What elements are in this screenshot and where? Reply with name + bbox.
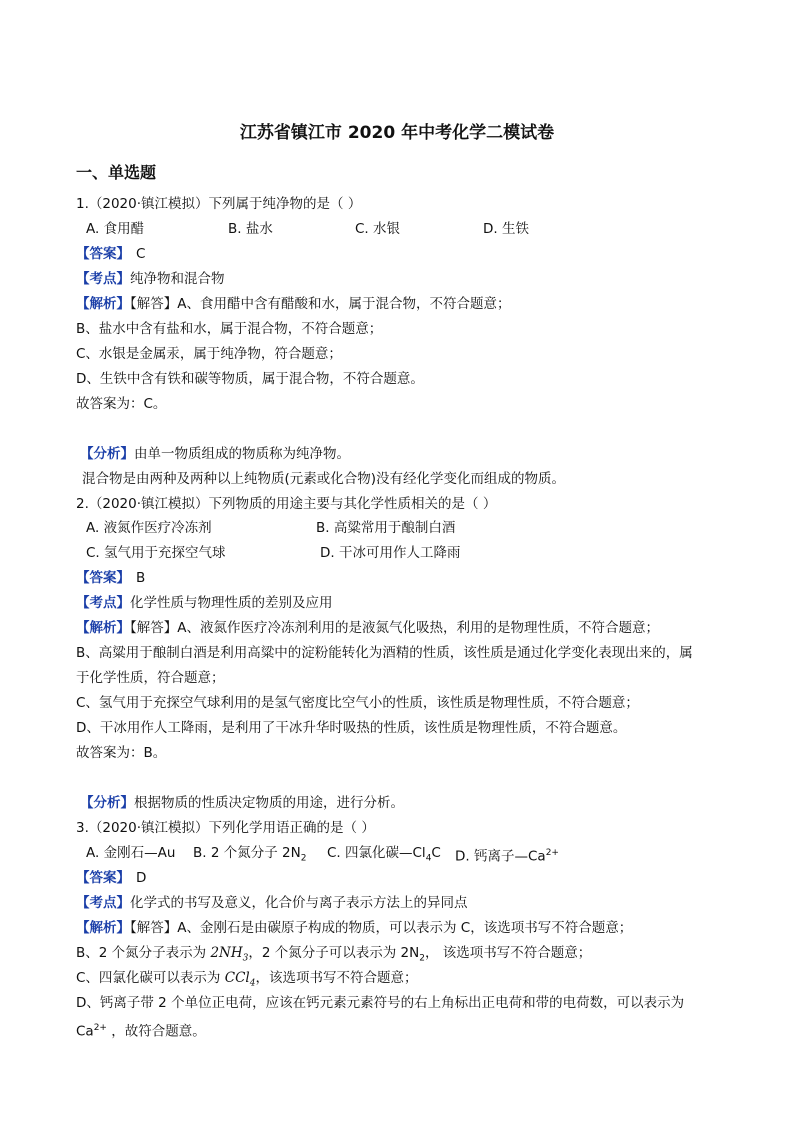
subscript: 3 bbox=[242, 953, 249, 964]
jiexi-text: 【解答】A、液氮作医疗冷冻剂利用的是液氮气化吸热，利用的是物理性质，不符合题意； bbox=[130, 620, 659, 636]
q1-jiexi-line: D、生铁中含有铁和碳等物质，属于混合物，不符合题意。 bbox=[76, 371, 424, 387]
q3-option-a: A. 金刚石—Au bbox=[86, 845, 176, 861]
text: ，故符合题意。 bbox=[106, 1023, 206, 1040]
kaodian-text: 纯净物和混合物 bbox=[130, 271, 225, 287]
q1-jiexi-line: 故答案为：C。 bbox=[76, 396, 167, 412]
q2-jiexi-line: D、干冰用作人工降雨，是利用了干冰升华时吸热的性质，该性质是物理性质，不符合题意。 bbox=[76, 720, 627, 736]
q1-kaodian bbox=[76, 269, 225, 289]
jiexi-text: 【解答】A、食用醋中含有醋酸和水，属于混合物，不符合题意； bbox=[130, 296, 511, 312]
answer-value: C bbox=[136, 246, 146, 262]
q3-option-b bbox=[193, 843, 306, 869]
q2-stem: 2.（2020·镇江模拟）下列物质的用途主要与其化学性质相关的是（ ） bbox=[76, 496, 497, 512]
subscript: 4 bbox=[249, 978, 256, 989]
answer-tag: 【答案】 bbox=[76, 570, 130, 586]
formula bbox=[224, 970, 256, 989]
q3-option-d-text: D. 钙离子—Ca bbox=[455, 848, 546, 865]
subscript: 2 bbox=[419, 953, 425, 964]
jiexi-tag: 【解析】 bbox=[76, 296, 130, 312]
q1-option-d: D. 生铁 bbox=[483, 221, 529, 237]
q2-jiexi bbox=[76, 618, 659, 638]
answer-tag: 【答案】 bbox=[76, 246, 130, 262]
subscript: 4 bbox=[425, 853, 432, 864]
q2-option-a: A. 液氮作医疗冷冻剂 bbox=[86, 520, 212, 536]
q3-option-c-tail: C bbox=[431, 845, 441, 861]
jiexi-tag: 【解析】 bbox=[76, 920, 130, 936]
q3-option-c bbox=[327, 843, 441, 869]
q2-option-d: D. 干冰可用作人工降雨 bbox=[320, 545, 461, 561]
subscript: 2 bbox=[300, 853, 307, 864]
fenxi-tag: 【分析】 bbox=[80, 446, 134, 462]
formula-text: CCl bbox=[224, 970, 250, 986]
q3-option-d bbox=[455, 843, 559, 867]
kaodian-text: 化学式的书写及意义，化合价与离子表示方法上的异同点 bbox=[130, 895, 468, 911]
q1-stem: 1.（2020·镇江模拟）下列属于纯净物的是（ ） bbox=[76, 196, 362, 212]
q2-jiexi-line: 于化学性质，符合题意； bbox=[76, 670, 225, 686]
q1-jiexi-line: B、盐水中含有盐和水，属于混合物，不符合题意； bbox=[76, 321, 383, 337]
text: C、四氯化碳可以表示为 bbox=[76, 970, 221, 986]
answer-value: B bbox=[136, 570, 146, 586]
formula bbox=[210, 945, 249, 964]
q3-stem: 3.（2020·镇江模拟）下列化学用语正确的是（ ） bbox=[76, 820, 375, 836]
q3-option-c-text: C. 四氯化碳—Cl bbox=[327, 845, 426, 861]
fenxi-text: 由单一物质组成的物质称为纯净物。 bbox=[134, 446, 350, 462]
q3-jiexi-line-c bbox=[76, 968, 417, 994]
section-heading: 一、单选题 bbox=[76, 163, 157, 182]
q3-jiexi-line-d: D、钙离子带 2 个单位正电荷，应该在钙元素元素符号的右上角标出正电荷和带的电荷数，可以表示为 bbox=[76, 995, 685, 1011]
superscript: 2+ bbox=[545, 848, 559, 858]
fenxi-text: 根据物质的性质决定物质的用途，进行分析。 bbox=[134, 795, 404, 811]
q2-jiexi-line: 故答案为：B。 bbox=[76, 745, 167, 761]
kaodian-tag: 【考点】 bbox=[76, 595, 130, 611]
fenxi-tag: 【分析】 bbox=[80, 795, 134, 811]
kaodian-tag: 【考点】 bbox=[76, 271, 130, 287]
q3-jiexi-line-d2 bbox=[76, 1018, 206, 1042]
jiexi-text: 【解答】A、金刚石是由碳原子构成的物质，可以表示为 C，该选项书写不符合题意； bbox=[130, 920, 633, 936]
formula-text: 2NH bbox=[210, 945, 243, 961]
jiexi-tag: 【解析】 bbox=[76, 620, 130, 636]
page-title: 江苏省镇江市 2020 年中考化学二模试卷 bbox=[239, 123, 555, 143]
text: ， 该选项书写不符合题意； bbox=[424, 945, 592, 961]
text: Ca bbox=[76, 1023, 94, 1040]
q2-fenxi bbox=[80, 793, 404, 813]
q1-fenxi bbox=[80, 444, 350, 464]
q1-answer bbox=[76, 244, 145, 264]
q1-jiexi-line: C、水银是金属汞，属于纯净物，符合题意； bbox=[76, 346, 342, 362]
q2-option-c: C. 氢气用于充探空气球 bbox=[86, 545, 226, 561]
q3-kaodian bbox=[76, 893, 468, 913]
q1-jiexi bbox=[76, 294, 510, 314]
q3-jiexi-line-b bbox=[76, 943, 591, 969]
q2-kaodian bbox=[76, 593, 333, 613]
q2-answer bbox=[76, 568, 145, 588]
q1-option-b: B. 盐水 bbox=[228, 221, 273, 237]
kaodian-text: 化学性质与物理性质的差别及应用 bbox=[130, 595, 333, 611]
text: ，2 个氮分子可以表示为 2N bbox=[248, 945, 420, 961]
q2-jiexi-line: B、高粱用于酿制白酒是利用高粱中的淀粉能转化为酒精的性质，该性质是通过化学变化表现出来的，属 bbox=[76, 645, 693, 661]
q1-option-c: C. 水银 bbox=[355, 221, 401, 237]
kaodian-tag: 【考点】 bbox=[76, 895, 130, 911]
text: ，该选项书写不符合题意； bbox=[255, 970, 418, 986]
answer-value: D bbox=[136, 870, 147, 886]
answer-tag: 【答案】 bbox=[76, 870, 130, 886]
superscript: 2+ bbox=[93, 1023, 107, 1033]
q1-fenxi-line: 混合物是由两种及两种以上纯物质(元素或化合物)没有经化学变化而组成的物质。 bbox=[82, 471, 566, 487]
q3-option-b-text: B. 2 个氮分子 2N bbox=[193, 845, 301, 861]
q3-jiexi bbox=[76, 918, 632, 938]
q3-answer bbox=[76, 868, 146, 888]
q1-option-a: A. 食用醋 bbox=[86, 221, 145, 237]
q2-option-b: B. 高粱常用于酿制白酒 bbox=[316, 520, 456, 536]
text: B、2 个氮分子表示为 bbox=[76, 945, 207, 961]
q2-jiexi-line: C、氢气用于充探空气球利用的是氢气密度比空气小的性质，该性质是物理性质，不符合题意； bbox=[76, 695, 639, 711]
